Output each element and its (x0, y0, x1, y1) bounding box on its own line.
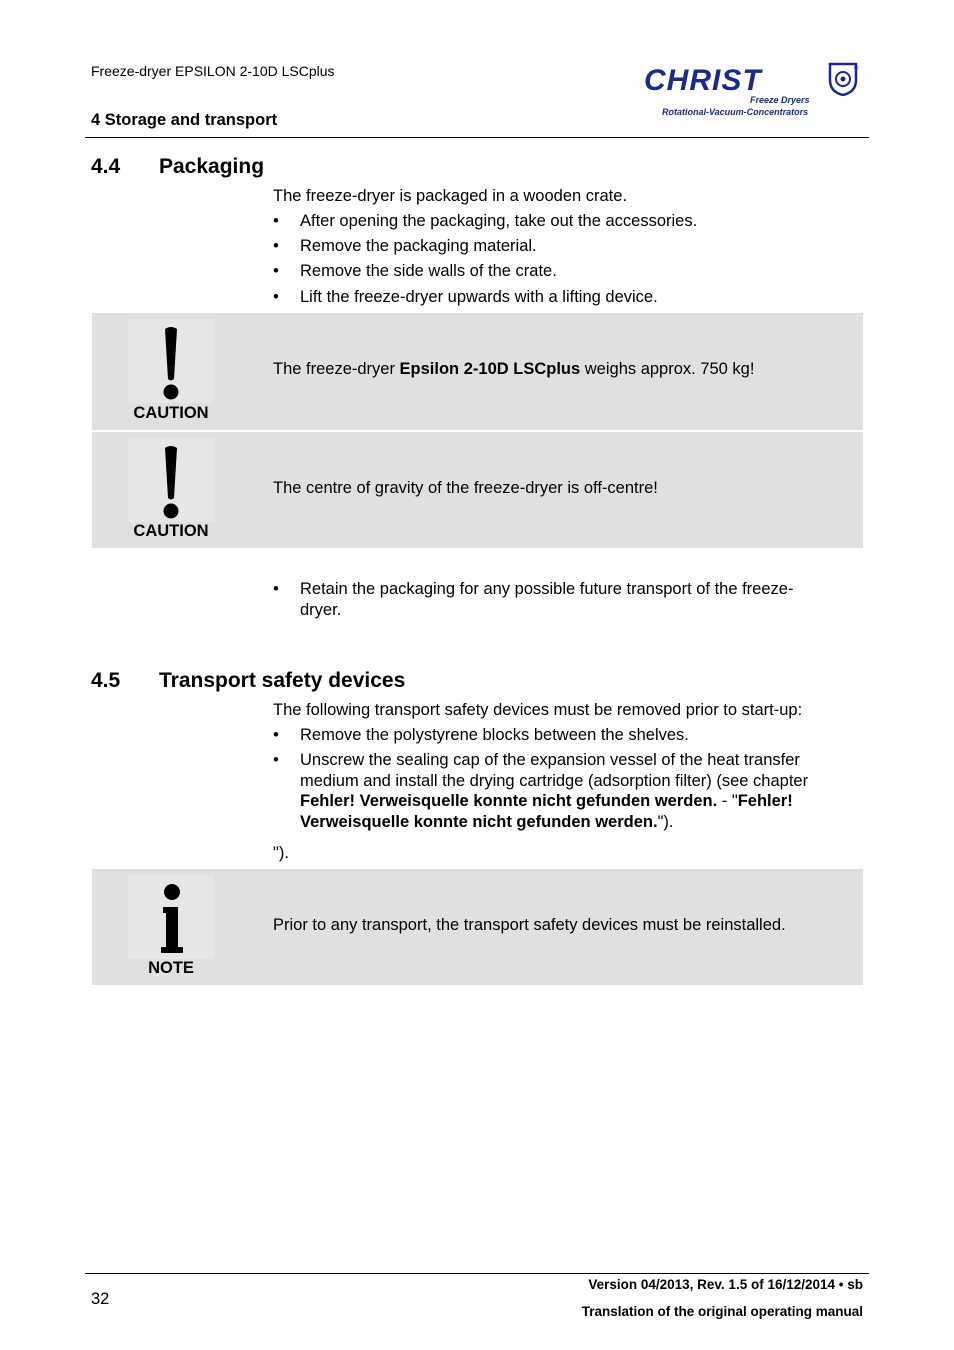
exclamation-icon (128, 438, 214, 522)
packaging-intro: The freeze-dryer is packaged in a wooden crate. (273, 187, 628, 205)
caution-label: CAUTION (133, 522, 209, 540)
version-info: Version 04/2013, Rev. 1.5 of 16/12/2014 • sb (588, 1277, 863, 1292)
note-box (92, 869, 863, 985)
section-number: 4.4 (91, 155, 121, 178)
section-heading-transport-safety (91, 669, 405, 693)
caution-box (92, 313, 863, 430)
header-divider (85, 137, 869, 138)
page-number: 32 (91, 1290, 110, 1308)
logo-line-freeze-dryers: Freeze Dryers (750, 95, 810, 105)
list-item: • After opening the packaging, take out the accessories. (273, 212, 698, 230)
list-item: • Remove the packaging material. (273, 237, 537, 255)
note-label: NOTE (148, 959, 194, 977)
caution-text: The freeze-dryer Epsilon 2-10D LSCplus weighs approx. 750 kg! (273, 360, 755, 378)
christ-emblem-icon (828, 62, 860, 96)
list-item: • Retain the packaging for any possible future transport of the freeze-dryer. (273, 580, 794, 619)
translation-note: Translation of the original operating manual (581, 1304, 863, 1319)
list-item: • Lift the freeze-dryer upwards with a lifting device. (273, 288, 658, 306)
broken-reference: Fehler! Verweisquelle konnte nicht gefunden werden. (300, 792, 793, 831)
list-item: • Unscrew the sealing cap of the expansion vessel of the heat transfer medium and install the drying cartridge (adsorption filter) (see chapter Fehler! Verweisquelle konnte nicht gefunden werden. - "Fehler! Verweisquelle konnte nicht gefunden werden."). (273, 751, 809, 831)
chapter-title: 4 Storage and transport (91, 111, 278, 129)
caution-text: The centre of gravity of the freeze-dryer is off-centre! (273, 479, 658, 497)
section-number: 4.5 (91, 669, 121, 692)
exclamation-icon (128, 319, 214, 403)
caution-label: CAUTION (133, 404, 209, 422)
logo-line-rvc: Rotational-Vacuum-Concentrators (662, 107, 809, 117)
info-icon (128, 875, 214, 959)
broken-reference: Fehler! Verweisquelle konnte nicht gefunden werden. (300, 792, 718, 810)
section-heading-packaging (91, 155, 264, 179)
caution-box (92, 432, 863, 548)
christ-wordmark-logo (644, 64, 819, 94)
list-item: • Remove the side walls of the crate. (273, 262, 557, 280)
section-title: Packaging (159, 155, 265, 178)
transport-intro: The following transport safety devices must be removed prior to start-up: (273, 701, 803, 719)
footer-divider (85, 1273, 869, 1274)
note-text: Prior to any transport, the transport safety devices must be reinstalled. (273, 916, 786, 934)
svg-text:CHRIST: CHRIST (644, 64, 762, 94)
stray-text: "). (273, 844, 289, 862)
document-title: Freeze-dryer EPSILON 2-10D LSCplus (91, 63, 335, 79)
christ-logo (642, 60, 867, 120)
section-title: Transport safety devices (159, 669, 406, 692)
list-item: • Remove the polystyrene blocks between the shelves. (273, 726, 689, 744)
svg-text:®: ® (854, 66, 859, 72)
